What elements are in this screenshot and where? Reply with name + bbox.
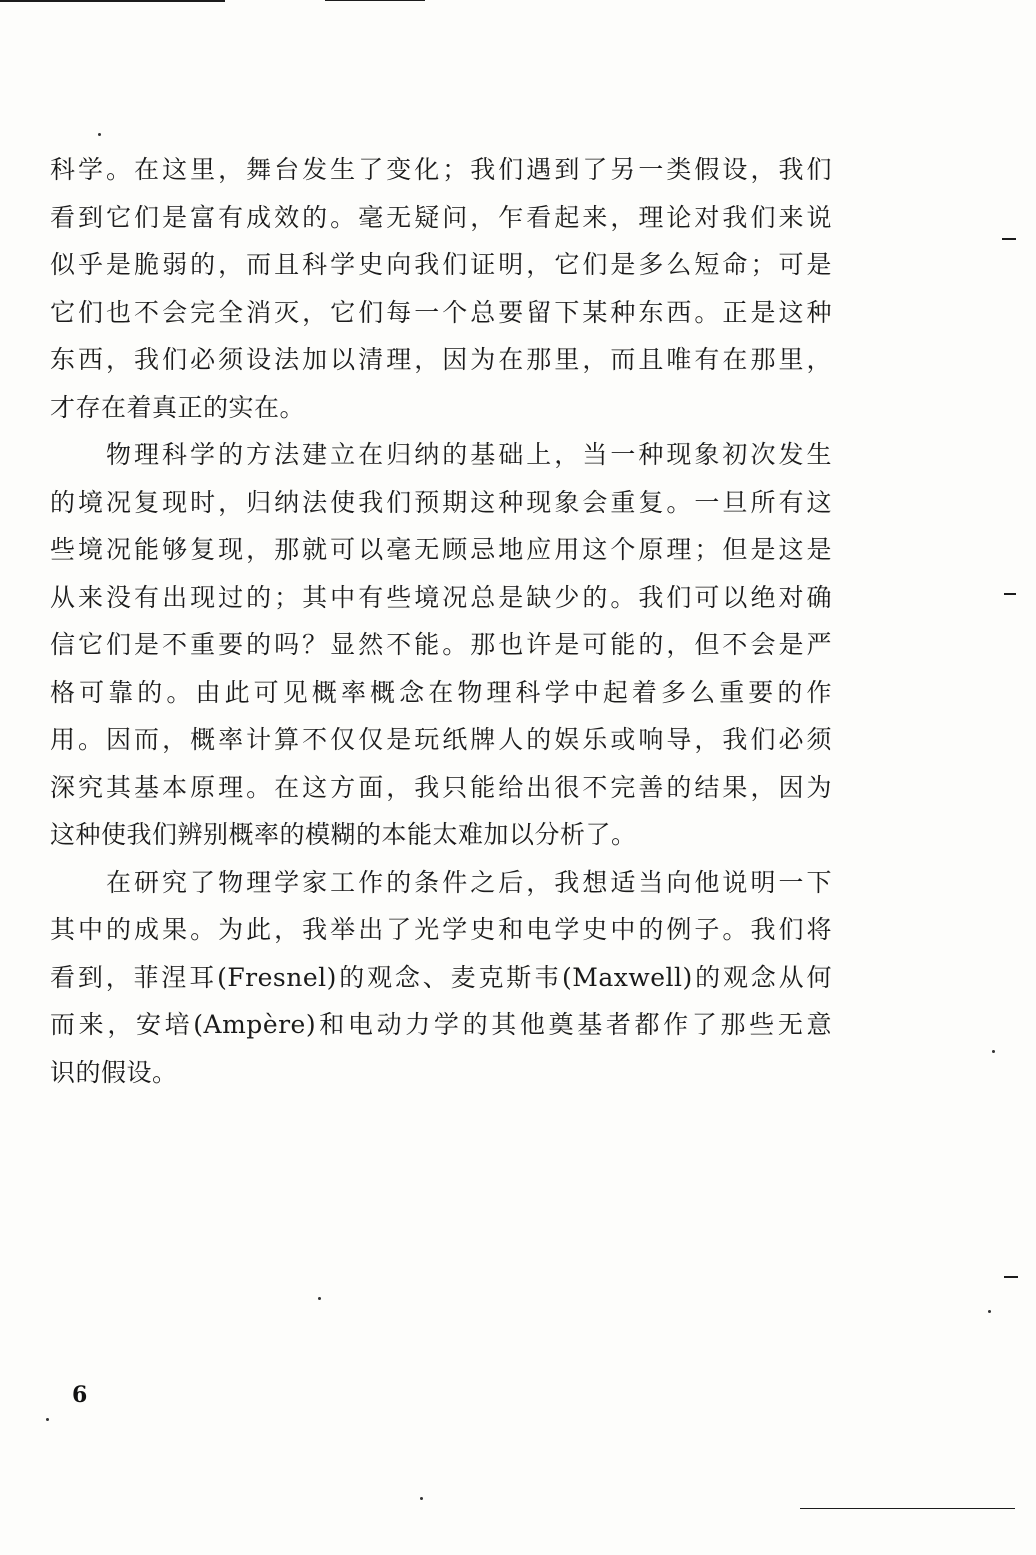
scan-mark-right-3 [1004, 1276, 1018, 1278]
text-line: 从来没有出现过的；其中有些境况总是缺少的。我们可以绝对确 [50, 582, 832, 612]
scan-mark-right-1 [1002, 238, 1016, 240]
text-line: 它们也不会完全消灭，它们每一个总要留下某种东西。正是这种 [50, 297, 832, 327]
scan-dot [992, 1050, 995, 1053]
text-line: 而来，安培(Ampère)和电动力学的其他奠基者都作了那些无意 [50, 1010, 832, 1039]
text-line: 才存在着真正的实在。 [50, 392, 306, 422]
text-line: 的境况复现时，归纳法使我们预期这种现象会重复。一旦所有这 [50, 487, 832, 517]
text-line: 在研究了物理学家工作的条件之后，我想适当向他说明一下 [106, 867, 832, 897]
text-line: 格可靠的。由此可见概率概念在物理科学中起着多么重要的作 [50, 677, 832, 707]
text-line: 其中的成果。为此，我举出了光学史和电学史中的例子。我们将 [50, 915, 832, 944]
body-text [50, 146, 832, 1096]
text-line: 看到，菲涅耳(Fresnel)的观念、麦克斯韦(Maxwell)的观念从何 [50, 962, 832, 992]
text-line: 东西，我们必须设法加以清理，因为在那里，而且唯有在那里， [50, 345, 832, 374]
scan-dot [420, 1497, 423, 1500]
text-line: 信它们是不重要的吗？显然不能。那也许是可能的，但不会是严 [50, 630, 832, 659]
paragraph-3 [50, 859, 832, 1097]
text-line: 看到它们是富有成效的。毫无疑问，乍看起来，理论对我们来说 [50, 202, 832, 232]
text-line: 识的假设。 [50, 1057, 178, 1087]
scan-dot [98, 133, 101, 136]
scan-rule-top-left [0, 0, 225, 2]
text-line: 似乎是脆弱的，而且科学史向我们证明，它们是多么短命；可是 [50, 250, 832, 279]
text-line: 些境况能够复现，那就可以毫无顾忌地应用这个原理；但是这是 [50, 535, 832, 564]
paragraph-2 [50, 431, 832, 859]
paragraph-1 [50, 146, 832, 431]
scan-dot [318, 1297, 321, 1300]
scan-rule-top-center [325, 0, 425, 1]
page-number: 6 [72, 1382, 88, 1408]
scan-dot [988, 1310, 991, 1313]
text-line: 科学。在这里，舞台发生了变化；我们遇到了另一类假设，我们 [50, 155, 832, 184]
scan-dot [46, 1418, 49, 1421]
text-line: 物理科学的方法建立在归纳的基础上，当一种现象初次发生 [106, 440, 832, 469]
text-line: 深究其基本原理。在这方面，我只能给出很不完善的结果，因为 [50, 772, 832, 802]
scan-rule-bottom-right [800, 1508, 1015, 1509]
scan-mark-right-2 [1004, 593, 1016, 595]
text-line: 这种使我们辨别概率的模糊的本能太难加以分析了。 [50, 820, 637, 849]
text-line: 用。因而，概率计算不仅仅是玩纸牌人的娱乐或响导，我们必须 [50, 725, 832, 754]
